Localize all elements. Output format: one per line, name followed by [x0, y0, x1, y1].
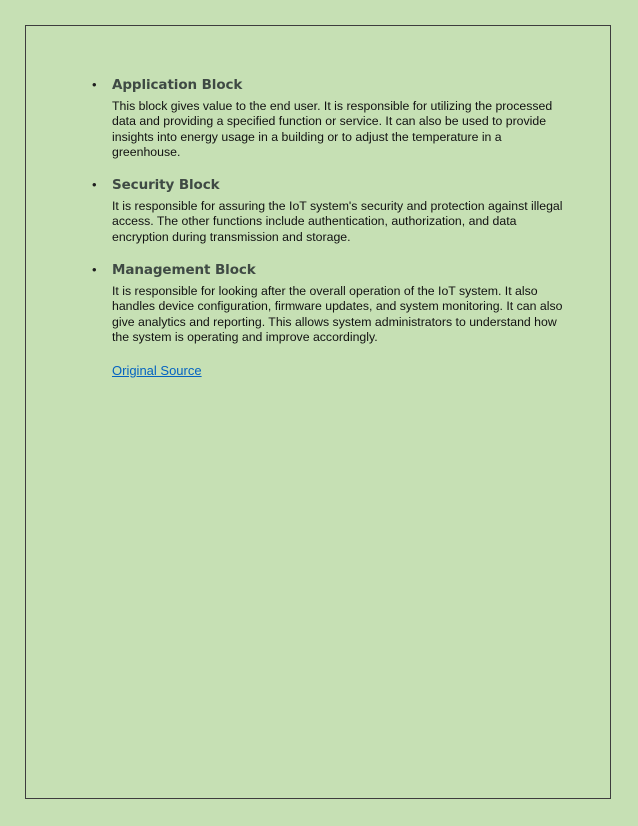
- section-body: It is responsible for looking after the overall operation of the IoT system. It also handles device configuration, firmware updates, and system monitoring. It can also give analytics and reporting. This allows system administrators to understand how the system is operating and improve accordingly.: [112, 284, 563, 344]
- section-header: [90, 74, 570, 96]
- bullet-icon: •: [92, 77, 97, 92]
- section-heading: Management Block: [112, 262, 256, 279]
- section-header: [90, 174, 570, 196]
- bullet-icon: •: [92, 262, 97, 278]
- section-body: This block gives value to the end user. It is responsible for utilizing the processed data and providing a specified function or service. It can also be used to provide insights into energy usage in a building or to adjust the temperature in a greenhouse.: [112, 99, 553, 159]
- section-heading: Security Block: [112, 177, 220, 194]
- section-management-block: [90, 259, 570, 345]
- original-source-link[interactable]: Original Source: [112, 363, 202, 379]
- section-security-block: [90, 174, 570, 245]
- bullet-icon: •: [92, 177, 97, 193]
- section-body: It is responsible for assuring the IoT system's security and protection against illegal access. The other functions include authentication, authorization, and data encryption during transmission and storage.: [112, 199, 563, 244]
- document-content: [90, 74, 570, 380]
- section-application-block: [90, 74, 570, 160]
- section-heading: Application Block: [112, 77, 243, 93]
- section-header: [90, 259, 570, 281]
